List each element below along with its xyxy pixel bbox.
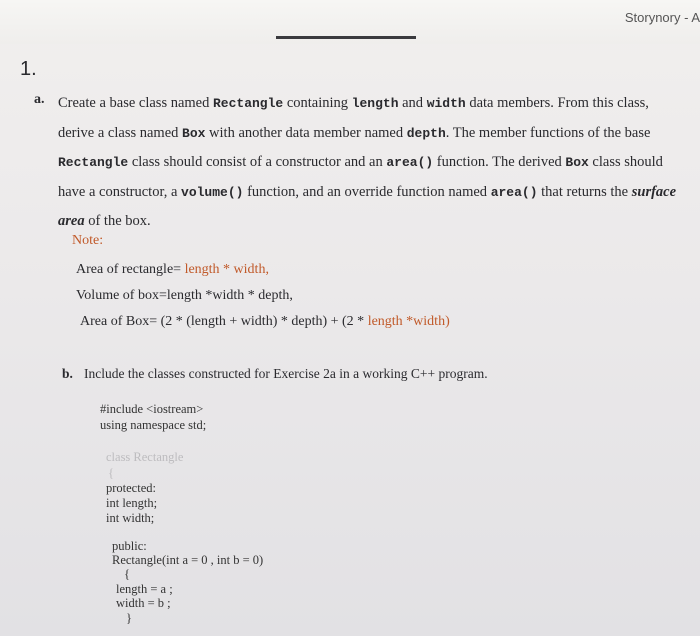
part-b-text: Include the classes constructed for Exercise 2a in a working C++ program. xyxy=(84,366,488,381)
code-length-decl: int length; xyxy=(106,496,158,510)
formula-box-volume: Volume of box=length *width * depth, xyxy=(76,288,293,303)
code-assign-width: width = b ; xyxy=(116,596,171,610)
page-header xyxy=(0,0,700,44)
formula-box-area: Area of Box= (2 * (length + width) * depth) + (2 * length *width) xyxy=(80,314,450,329)
part-a-label: a. xyxy=(34,92,45,107)
question-number: 1. xyxy=(20,58,37,80)
code-open-brace: { xyxy=(108,466,114,480)
code-width-decl: int width; xyxy=(106,511,155,525)
code-ctor-open-brace: { xyxy=(124,567,130,581)
code-protected: protected: xyxy=(106,481,156,495)
code-ctor-close-brace: } xyxy=(126,611,132,625)
part-b-label: b. xyxy=(62,366,73,381)
code-include: #include <iostream> xyxy=(100,402,204,416)
code-constructor: Rectangle(int a = 0 , int b = 0) xyxy=(112,553,264,567)
code-class-declaration: class Rectangle xyxy=(106,450,184,464)
brand-label: Storynory - A xyxy=(624,10,700,25)
code-namespace: using namespace std; xyxy=(100,418,207,432)
header-divider xyxy=(276,36,416,39)
note-label: Note: xyxy=(72,233,104,248)
code-assign-length: length = a ; xyxy=(116,582,173,596)
part-a-text: Create a base class named Rectangle containing length and width data members. From this class, derive a class named Box with another data member named depth. The member functions of the base Rectangle class should consist of a constructor and an area() function. The derived Box class should have a constructor, a volume() function, and an override function named area() that returns the surface area of the box. xyxy=(58,95,677,229)
formula-rectangle-area: Area of rectangle= length * width, xyxy=(76,262,269,277)
code-public: public: xyxy=(112,539,147,553)
